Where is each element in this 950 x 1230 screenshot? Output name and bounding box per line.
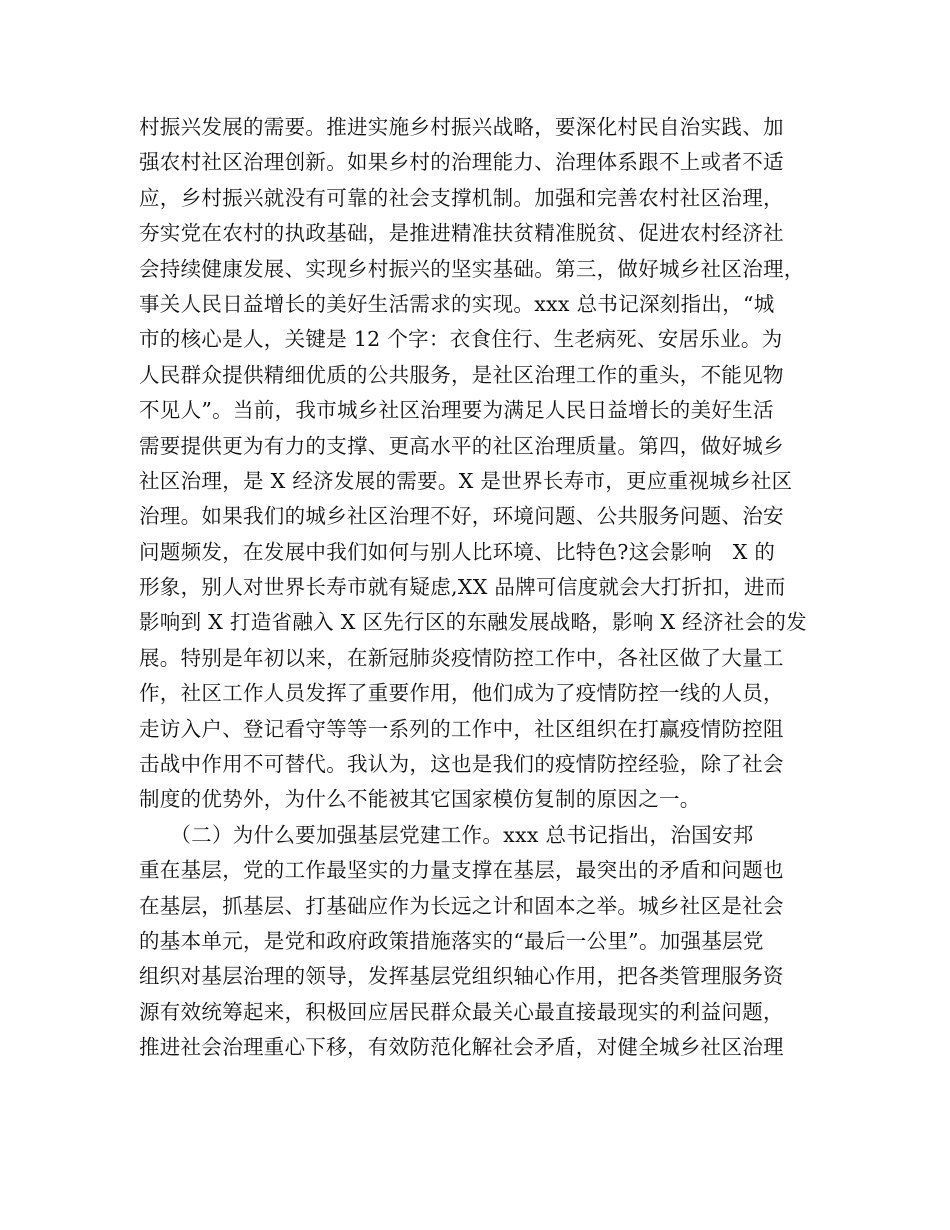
text-line: 走访入户、登记看守等等一系列的工作中，社区组织在打赢疫情防控阻	[139, 716, 784, 741]
text-line: 应，乡村振兴就没有可靠的社会支撑机制。加强和完善农村社区治理，	[139, 185, 784, 210]
text-line: 的基本单元，是党和政府政策措施落实的“最后一公里”。加强基层党	[139, 928, 764, 953]
text-line: 组织对基层治理的领导，发挥基层党组织轴心作用，把各类管理服务资	[139, 964, 784, 989]
body-text	[139, 110, 814, 1066]
text-line: 会持续健康发展、实现乡村振兴的坚实基础。第三，做好城乡社区治理，	[139, 256, 805, 281]
text-line: 源有效统筹起来，积极回应居民群众最关心最直接最现实的利益问题，	[139, 999, 784, 1024]
text-line: 社区治理，是 X 经济发展的需要。X 是世界长寿市，更应重视城乡社区	[139, 468, 793, 493]
text-line: 作，社区工作人员发挥了重要作用，他们成为了疫情防控一线的人员，	[139, 681, 784, 706]
text-line: 形象，别人对世界长寿市就有疑虑,XX 品牌可信度就会大打折扣，进而	[139, 575, 786, 600]
text-line: 重在基层，党的工作最坚实的力量支撑在基层，最突出的矛盾和问题也	[139, 858, 784, 883]
text-line: 需要提供更为有力的支撑、更高水平的社区治理质量。第四，做好城乡	[139, 433, 784, 458]
paragraph-start-line: （二）为什么要加强基层党建工作。xxx 总书记指出，治国安邦	[139, 822, 754, 847]
text-line: 推进社会治理重心下移，有效防范化解社会矛盾，对健全城乡社区治理	[139, 1035, 784, 1060]
text-line: 展。特别是年初以来，在新冠肺炎疫情防控工作中，各社区做了大量工	[139, 645, 784, 670]
text-line: 夯实党在农村的执政基础，是推进精准扶贫精准脱贫、促进农村经济社	[139, 221, 784, 246]
text-line: 治理。如果我们的城乡社区治理不好，环境问题、公共服务问题、治安	[139, 504, 784, 529]
text-line: 影响到 X 打造省融入 X 区先行区的东融发展战略，影响 X 经济社会的发	[139, 610, 807, 635]
text-line: 市的核心是人，关键是 12 个字：衣食住行、生老病死、安居乐业。为	[139, 327, 783, 352]
text-line: 强农村社区治理创新。如果乡村的治理能力、治理体系跟不上或者不适	[139, 150, 784, 175]
text-line: 人民群众提供精细优质的公共服务，是社区治理工作的重头，不能见物	[139, 362, 784, 387]
text-line: 事关人民日益增长的美好生活需求的实现。xxx 总书记深刻指出，“城	[139, 291, 775, 316]
text-line: 问题频发，在发展中我们如何与别人比环境、比特色?这会影响 X 的	[139, 539, 776, 564]
text-line: 击战中作用不可替代。我认为，这也是我们的疫情防控经验，除了社会	[139, 752, 784, 777]
text-line: 制度的优势外，为什么不能被其它国家模仿复制的原因之一。	[139, 787, 701, 812]
text-line: 村振兴发展的需要。推进实施乡村振兴战略，要深化村民自治实践、加	[139, 115, 784, 139]
text-line: 不见人”。当前，我市城乡社区治理要为满足人民日益增长的美好生活	[139, 398, 774, 423]
text-line: 在基层，抓基层、打基础应作为长远之计和固本之举。城乡社区是社会	[139, 893, 784, 918]
